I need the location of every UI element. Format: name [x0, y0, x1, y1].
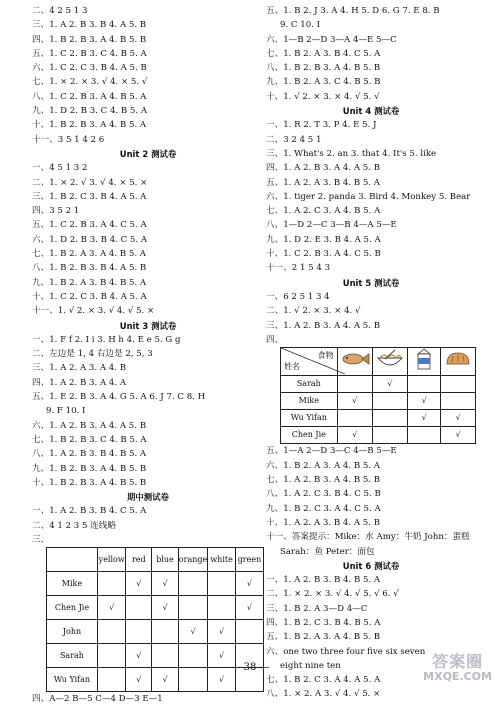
answer-line: 八、1. A 2. C 3. B 4. C 5. B — [266, 489, 381, 500]
check-cell — [152, 620, 179, 644]
answer-line: 九、1. B 2. C 3. A 4. C 5. A — [266, 503, 381, 514]
table-row — [281, 393, 476, 410]
right-column — [266, 4, 476, 702]
answer-line: 六、1. tiger 2. panda 3. Bird 4. Monkey 5. Bear — [266, 191, 471, 202]
answer-line: 三、1. A 2. B 3. B 4. A 5. B — [32, 20, 147, 31]
color-column-header: orange — [178, 548, 207, 572]
answer-line: 八、1. C 2. B 3. A 4. B 5. A — [32, 91, 147, 102]
answer-line: 六、1. D 2. B 3. B 4. C 5. A — [32, 234, 148, 245]
answer-line: 八、1. B 2. B 3. A 4. B 5. B — [266, 63, 381, 74]
row-name: Sarah — [281, 376, 338, 393]
food-column-header — [408, 348, 441, 376]
row-name: Mike — [281, 393, 338, 410]
answer-line: 十一、答案提示：Mike：水 Amy：牛奶 John：蛋糕 — [266, 532, 470, 543]
answer-line: 一、1. F f 2. I i 3. H h 4. E e 5. G g — [32, 334, 181, 345]
check-cell — [97, 620, 126, 644]
answer-line: 四、3 5 2 1 — [32, 206, 80, 217]
row-name: Chen Jie — [281, 427, 338, 444]
answer-line: 八、1. A 2. B 3. B 4. B 5. A — [32, 449, 147, 460]
answer-line: 七、1. A 2. B 3. A 4. B 5. B — [266, 475, 381, 486]
table-row — [47, 596, 264, 620]
check-cell — [337, 376, 372, 393]
check-cell — [372, 410, 407, 427]
answer-line: 八、1—D 2—C 3—B 4—A 5—E — [266, 220, 397, 231]
answer-line: 九、1. B 2. A 3. B 4. B 5. A — [32, 277, 147, 288]
check-cell: √ — [441, 427, 476, 444]
check-cell: √ — [337, 427, 372, 444]
check-cell: √ — [152, 572, 179, 596]
check-cell — [337, 410, 372, 427]
answer-line: 十、1. C 2. B 3. A 4. C 5. B — [266, 249, 381, 260]
answer-line: 十一、2 1 5 4 3 — [266, 263, 331, 274]
check-cell: √ — [152, 668, 179, 692]
check-cell — [408, 427, 441, 444]
answer-line: 四、A—2 B—5 C—4 D—3 E—1 — [32, 694, 163, 705]
left-column — [32, 4, 264, 707]
check-cell: √ — [235, 596, 263, 620]
answer-line: 四、1. A 2. B 3. A 4. A 5. B — [266, 163, 381, 174]
answer-line: 五、1—A 2—D 3—C 4—B 5—E — [266, 446, 397, 457]
answer-line: 五、1. B 2. J 3. A 4. H 5. D 6. G 7. E 8. B — [266, 6, 440, 16]
check-cell: √ — [337, 393, 372, 410]
answer-line: 三、1. B 2. C 3. B 4. A 5. A — [32, 191, 147, 202]
check-cell — [178, 596, 207, 620]
answer-line: 二、1. × 2. √ 3. √ 4. × 5. × — [32, 177, 148, 188]
answer-line: 二、左边是 1, 4 右边是 2, 5, 3 — [32, 349, 153, 360]
color-column-header: red — [126, 548, 152, 572]
check-cell — [235, 620, 263, 644]
answer-line: 七、1. B 2. C 3. A 4. A 5. A — [266, 675, 381, 686]
color-column-header: white — [208, 548, 236, 572]
answer-line: 九、1. D 2. B 3. C 4. B 5. A — [32, 106, 148, 117]
answer-line: 六、1. A 2. B 3. A 4. A 5. B — [32, 420, 147, 431]
answer-line: 五、1. B 2. A 3. A 4. B 5. B — [266, 632, 381, 643]
answer-line: 二、4 2 5 1 3 — [32, 6, 88, 16]
check-cell — [208, 596, 236, 620]
table-row — [281, 376, 476, 393]
table-row — [47, 620, 264, 644]
answer-line: 三、1. B 2. A 3—D 4—C — [266, 603, 368, 614]
answer-line: 七、1. B 2. B 3. C 4. B 5. A — [32, 434, 147, 445]
answer-line: 十、1. B 2. B 3. A 4. B 5. B — [32, 477, 147, 488]
check-cell: √ — [126, 644, 152, 668]
answer-line: 二、1. √ 2. × 3. × 4. √ — [266, 306, 361, 317]
check-cell: √ — [408, 410, 441, 427]
check-cell: √ — [408, 393, 441, 410]
check-cell — [97, 572, 126, 596]
check-cell — [372, 427, 407, 444]
noodles-icon — [375, 348, 405, 375]
answer-line: 四、1. B 2. C 3. B 4. B 5. A — [266, 617, 381, 628]
answer-line: 七、1. A 2. C 3. A 4. B 5. A — [266, 206, 381, 217]
table-corner — [47, 548, 98, 572]
bread-icon — [444, 349, 472, 374]
answer-line: 二、4 1 2 3 5 连线略 — [32, 520, 116, 531]
check-cell: √ — [178, 620, 207, 644]
answer-line: 四、1. A 2. B 3. A 4. A — [32, 377, 127, 388]
row-name: Wu Yifan — [281, 410, 338, 427]
answer-line: 三、 — [32, 534, 50, 545]
section-heading: Unit 5 测试卷 — [342, 277, 400, 288]
food-column-header — [441, 348, 476, 376]
row-name: Wu Yifan — [47, 668, 98, 692]
answer-line: 四、 — [266, 334, 284, 345]
answer-line: 六、1—B 2—D 3—A 4—E 5—C — [266, 34, 397, 45]
check-cell — [178, 572, 207, 596]
color-column-header: green — [235, 548, 263, 572]
food-column-header — [372, 348, 407, 376]
answer-line: 九、1. B 2. B 3. A 4. B 5. B — [32, 463, 147, 474]
answer-line: 二、3 2 4 5 1 — [266, 134, 322, 145]
answer-line: 9. F 10. I — [46, 406, 86, 417]
table-row — [281, 427, 476, 444]
answer-line: 六、one two three four five six seven — [266, 646, 426, 657]
answer-line: 三、1. A 2. B 3. A 4. A 5. B — [266, 320, 381, 331]
check-cell: √ — [208, 644, 236, 668]
answer-line: 七、1. B 2. A 3. A 4. B 5. A — [32, 249, 147, 260]
row-name: Chen Jie — [47, 596, 98, 620]
answer-line: 八、1. B 2. B 3. B 4. A 5. B — [32, 263, 147, 274]
answer-line: 十、1. √ 2. × 3. × 4. √ 5. √ — [266, 91, 380, 102]
answer-line: 五、1. A 2. A 3. B 4. B 5. A — [266, 177, 381, 188]
table-diagonal-corner — [281, 348, 338, 376]
answer-line: 9. C 10. I — [280, 20, 321, 31]
answer-line: 十、1. B 2. B 3. A 4. B 5. A — [32, 120, 147, 131]
table-row — [281, 410, 476, 427]
answer-line: 十、1. A 2. A 3. B 4. A 5. B — [266, 517, 381, 528]
check-cell — [126, 596, 152, 620]
watermark-url: MXQE.COM — [423, 670, 492, 683]
answer-line: 五、1. C 2. B 3. A 4. C 5. A — [32, 220, 147, 231]
answer-line: 三、1. A 2. A 3. A 4. B — [32, 363, 127, 374]
corner-name-label: 姓名 — [284, 362, 300, 372]
check-cell: √ — [208, 668, 236, 692]
answer-line: 七、1. × 2. × 3. √ 4. × 5. √ — [32, 77, 148, 88]
watermark-text: 答案圈 — [432, 652, 484, 671]
answer-line: 十一、3 5 1 4 2 6 — [32, 134, 105, 145]
check-cell: √ — [372, 376, 407, 393]
answer-line: 六、1. B 2. A 3. A 4. B 5. A — [266, 460, 381, 471]
answer-line: 一、4 5 1 3 2 — [32, 163, 88, 174]
corner-food-label: 食物 — [317, 351, 334, 361]
check-cell — [408, 376, 441, 393]
section-heading: Unit 6 测试卷 — [342, 560, 400, 571]
check-cell: √ — [126, 668, 152, 692]
section-heading: Unit 2 测试卷 — [119, 148, 177, 159]
answer-line: Sarah：鱼 Peter：面包 — [280, 546, 375, 557]
table-row — [47, 572, 264, 596]
answer-line: 二、1. × 2. × 3. √ 4. √ 5. √ 6. √ — [266, 589, 399, 600]
answer-line: 八、1. × 2. A 3. √ 4. √ 5. × — [266, 689, 381, 700]
check-cell: √ — [208, 620, 236, 644]
answer-line: 一、6 2 5 1 3 4 — [266, 291, 330, 302]
answer-line: 五、1. E 2. B 3. A 4. G 5. A 6. J 7. C 8. H — [32, 392, 206, 403]
check-cell — [126, 620, 152, 644]
answer-line: 一、1. R 2. T 3. P 4. E 5. J — [266, 120, 377, 131]
answer-line: 十一、1. √ 2. × 3. √ 4. √ 5. × — [32, 306, 155, 317]
food-table — [280, 347, 476, 444]
check-cell: √ — [152, 596, 179, 620]
check-cell — [441, 393, 476, 410]
section-heading: 期中测试卷 — [127, 492, 169, 503]
check-cell: √ — [235, 572, 263, 596]
check-cell — [372, 393, 407, 410]
watermark-logo — [423, 654, 492, 684]
answer-line: eight nine ten — [280, 660, 341, 671]
row-name: Mike — [47, 572, 98, 596]
answer-line: 五、1. C 2. B 3. C 4. B 5. A — [32, 48, 147, 59]
answer-line: 九、1. B 2. A 3. C 4. B 5. B — [266, 77, 381, 88]
answer-line: 三、1. What's 2. an 3. that 4. It's 5. like — [266, 148, 437, 159]
answer-line: 七、1. B 2. A 3. B 4. C 5. A — [266, 48, 381, 59]
check-cell: √ — [97, 596, 126, 620]
check-cell: √ — [126, 572, 152, 596]
section-heading: Unit 4 测试卷 — [342, 106, 400, 117]
answer-line: 六、1. C 2. C 3. B 4. A 5. B — [32, 63, 147, 74]
page-number: — 38 — — [230, 662, 270, 673]
row-name: Sarah — [47, 644, 98, 668]
color-column-header: blue — [152, 548, 179, 572]
answer-line: 一、1. A 2. B 3. B 4. C 5. A — [32, 506, 147, 517]
milk-icon — [412, 348, 436, 375]
answer-line: 一、1. A 2. B 3. B 4. B 5. A — [266, 575, 381, 586]
check-cell — [441, 376, 476, 393]
check-cell: √ — [441, 410, 476, 427]
left-answer-list — [32, 4, 264, 547]
row-name: John — [47, 620, 98, 644]
right-answer-list — [266, 4, 476, 347]
answer-line: 九、1. D 2. E 3. B 4. A 5. A — [266, 234, 381, 245]
answer-line: 四、1. B 2. B 3. A 4. B 5. B — [32, 34, 147, 45]
section-heading: Unit 3 测试卷 — [119, 320, 177, 331]
answer-line: 十、1. C 2. C 3. B 4. A 5. A — [32, 291, 147, 302]
check-cell — [208, 572, 236, 596]
color-column-header: yellow — [97, 548, 126, 572]
left-answer-list-bottom — [32, 692, 264, 706]
